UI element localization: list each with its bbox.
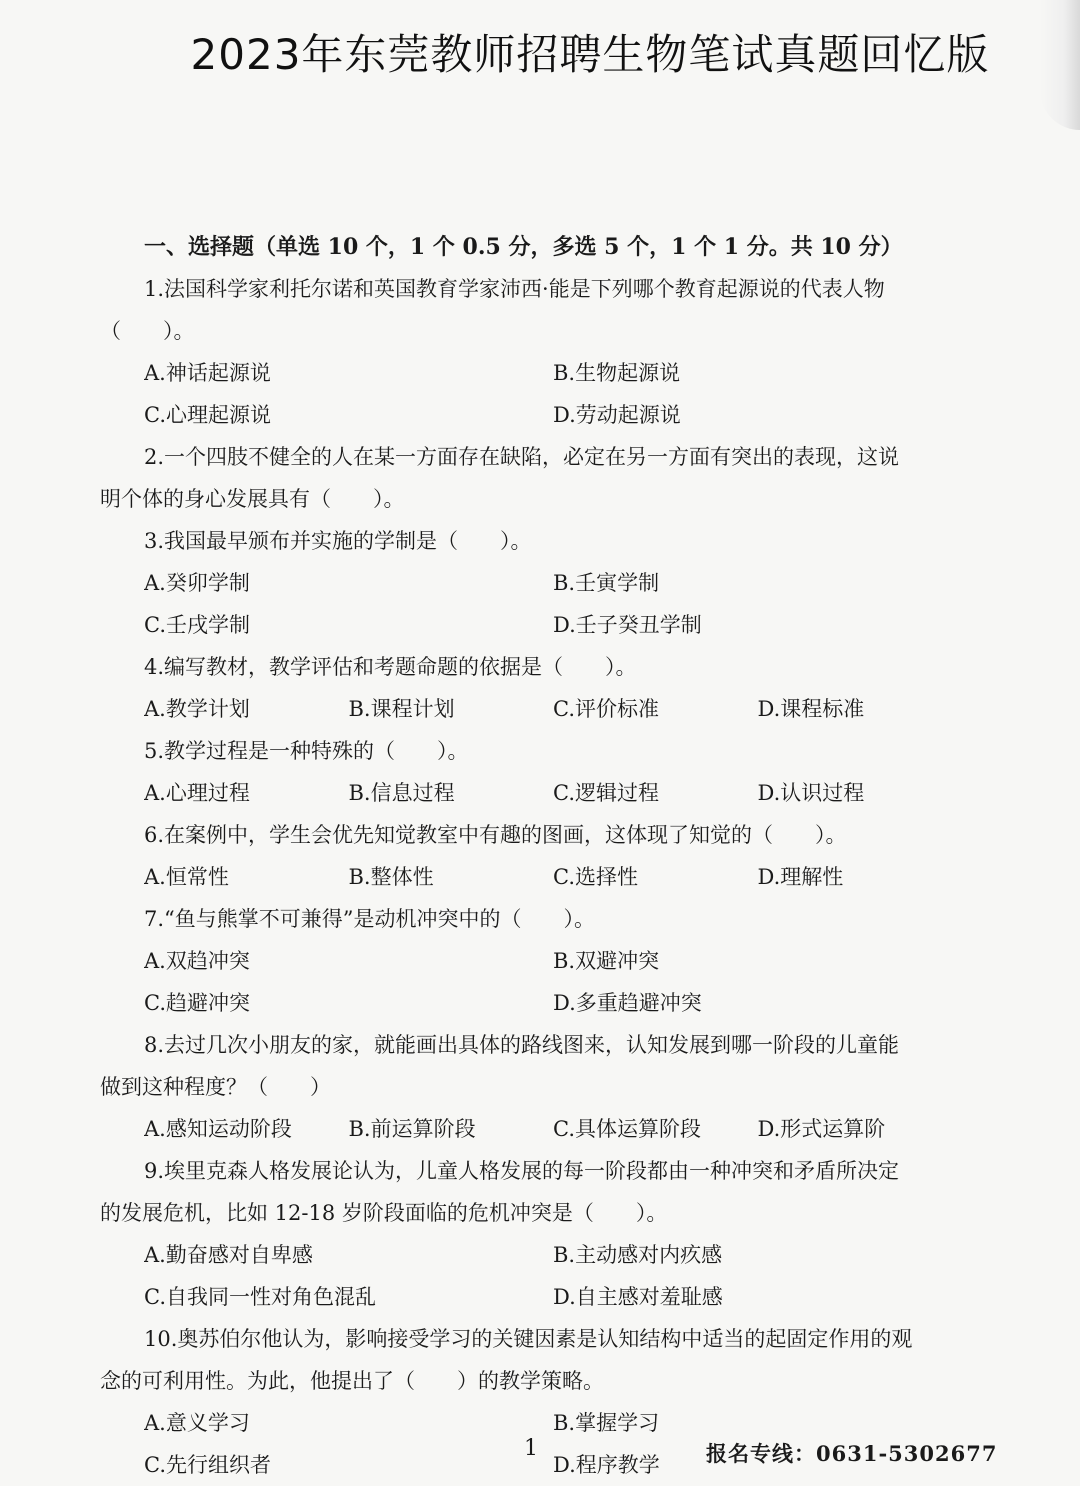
section-heading: 一、选择题（单选 10 个，1 个 0.5 分，多选 5 个，1 个 1 分。共 10 分） [144,234,903,260]
question-stem: 2.一个四肢不健全的人在某一方面存在缺陷，必定在另一方面有突出的表现，这说 [144,445,900,469]
answer-option: D.认识过程 [757,781,865,805]
answer-option: B.主动感对内疚感 [553,1243,723,1267]
answer-option: A.意义学习 [144,1411,250,1435]
option-row [144,604,962,646]
answer-option: C.心理起源说 [144,403,271,427]
answer-option: D.课程标准 [757,697,865,721]
answer-option: A.教学计划 [144,697,250,721]
answer-option: A.感知运动阶段 [144,1117,292,1141]
answer-option: D.自主感对羞耻感 [553,1285,723,1309]
question-stem: 6.在案例中，学生会优先知觉教室中有趣的图画，这体现了知觉的（ ）。 [144,823,847,847]
question-stem-continued: 做到这种程度？（ ） [100,1075,331,1099]
answer-option: B.整体性 [348,865,434,889]
answer-option: C.评价标准 [553,697,659,721]
answer-option: B.壬寅学制 [553,571,660,595]
answer-option: A.恒常性 [144,865,229,889]
answer-option: C.选择性 [553,865,638,889]
answer-option: B.双避冲突 [553,949,660,973]
question-stem: 10.奥苏伯尔他认为，影响接受学习的关键因素是认知结构中适当的起固定作用的观 [144,1327,913,1351]
answer-option: B.信息过程 [348,781,455,805]
question-stem-continued: 念的可利用性。为此，他提出了（ ）的教学策略。 [100,1369,604,1393]
answer-option: B.前运算阶段 [348,1117,476,1141]
answer-option: A.勤奋感对自卑感 [144,1243,313,1267]
question-stem-continued: 的发展危机，比如 12-18 岁阶段面临的危机冲突是（ ）。 [100,1201,668,1225]
question-list [100,226,962,1486]
answer-option: C.趋避冲突 [144,991,250,1015]
option-row [144,1108,962,1150]
answer-option: A.神话起源说 [144,361,271,385]
option-row [144,394,962,436]
answer-option: C.逻辑过程 [553,781,659,805]
answer-option: C.壬戌学制 [144,613,250,637]
answer-option: B.生物起源说 [553,361,681,385]
option-row [144,562,962,604]
question-stem: 5.教学过程是一种特殊的（ ）。 [144,739,469,763]
option-row [144,1234,962,1276]
answer-option: C.自我同一性对角色混乱 [144,1285,376,1309]
answer-option: D.程序教学 [553,1453,660,1477]
answer-option: C.先行组织者 [144,1453,271,1477]
page-number: 1 [524,1436,538,1461]
question-stem: 9.埃里克森人格发展论认为，儿童人格发展的每一阶段都由一种冲突和矛盾所决定 [144,1159,900,1183]
option-row [144,352,962,394]
option-row [144,982,962,1024]
option-row [144,856,962,898]
registration-phone: 报名专线：0631-5302677 [706,1441,998,1466]
answer-option: D.劳动起源说 [553,403,681,427]
answer-option: D.形式运算阶 [757,1117,886,1141]
answer-option: D.壬子癸丑学制 [553,613,702,637]
answer-option: D.理解性 [757,865,844,889]
question-stem: 8.去过几次小朋友的家，就能画出具体的路线图来，认知发展到哪一阶段的儿童能 [144,1033,900,1057]
option-row [144,772,962,814]
answer-option: A.心理过程 [144,781,250,805]
question-stem: 4.编写教材，教学评估和考题命题的依据是（ ）。 [144,655,637,679]
question-stem: 3.我国最早颁布并实施的学制是（ ）。 [144,529,532,553]
option-row [144,940,962,982]
question-stem: 7.“鱼与熊掌不可兼得”是动机冲突中的（ ）。 [144,907,596,931]
option-row [144,688,962,730]
answer-option: B.课程计划 [348,697,455,721]
answer-option: B.掌握学习 [553,1411,660,1435]
answer-option: D.多重趋避冲突 [553,991,702,1015]
answer-option: C.具体运算阶段 [553,1117,701,1141]
option-row [144,1276,962,1318]
question-stem: 1.法国科学家利托尔诺和英国教育学家沛西·能是下列哪个教育起源说的代表人物 [144,277,885,301]
question-stem-continued: 明个体的身心发展具有（ ）。 [100,487,405,511]
answer-option: A.双趋冲突 [144,949,250,973]
answer-option: A.癸卯学制 [144,571,250,595]
document-title: 2023年东莞教师招聘生物笔试真题回忆版 [190,30,990,79]
question-stem-continued: （ ）。 [100,319,195,343]
